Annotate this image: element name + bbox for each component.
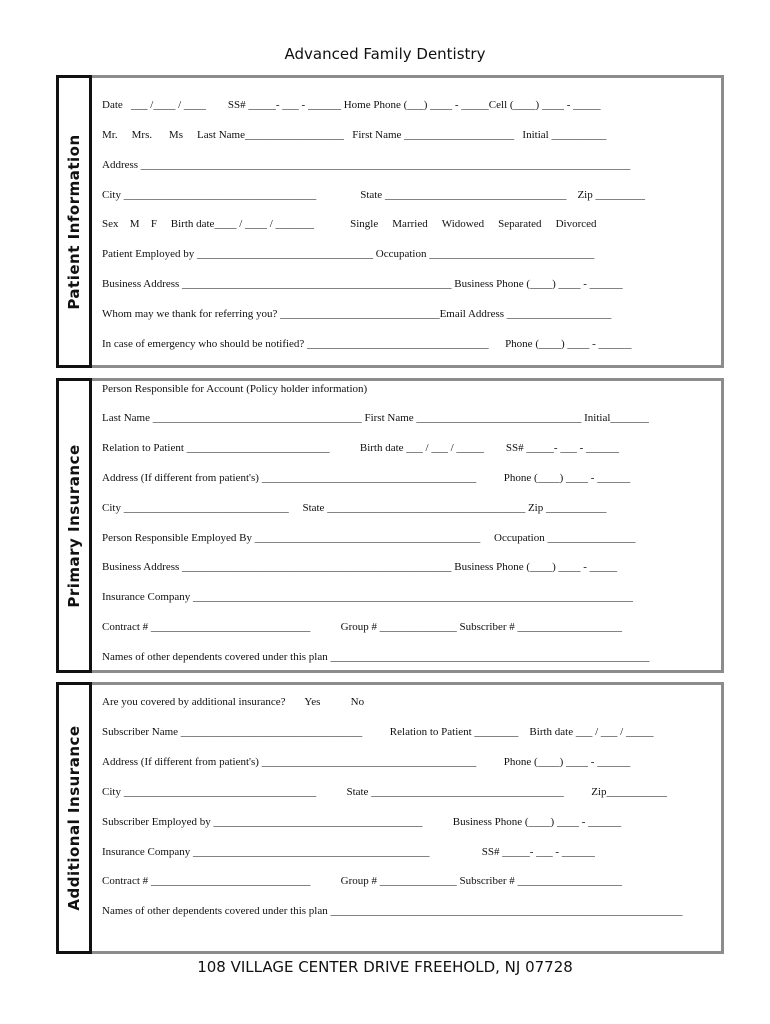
additional-subscriber-line[interactable]: Subscriber Name _________________________________ Relation to Patient ________ Birth date ___ / ___ / _____ <box>102 726 654 738</box>
patient-name-line[interactable]: Mr. Mrs. Ms Last Name__________________ First Name ____________________ Initial __________ <box>102 129 590 141</box>
patient-sex-birth-marital-line[interactable]: Sex M F Birth date____ / ____ / _______ Single Married Widowed Separated Divorced <box>102 218 556 230</box>
primary-employer-line[interactable]: Person Responsible Employed By _________________________________________ Occupation ________________ <box>102 532 636 544</box>
patient-employer-line[interactable]: Patient Employed by ________________________________ Occupation ______________________________ <box>102 248 595 260</box>
patient-address-line[interactable]: Address _________________________________________________________________________________________ <box>102 159 631 171</box>
primary-name-line[interactable]: Last Name ______________________________________ First Name ______________________________ Initial_______ <box>102 412 649 424</box>
additional-covered-line[interactable]: Are you covered by additional insurance? Yes No <box>102 696 365 708</box>
section-tab <box>56 682 92 954</box>
patient-city-state-zip-line[interactable]: City ___________________________________ State _________________________________ Zip _________ <box>102 189 645 201</box>
section-label: Additional Insurance <box>65 725 83 911</box>
additional-dependents-line[interactable]: Names of other dependents covered under this plan ________________________________________________________________ <box>102 905 683 917</box>
form-title: Advanced Family Dentistry <box>284 45 486 63</box>
additional-employer-line[interactable]: Subscriber Employed by ______________________________________ Business Phone (____) ____ - ______ <box>102 816 622 828</box>
section-label: Patient Information <box>65 133 83 310</box>
primary-business-line[interactable]: Business Address _________________________________________________ Business Phone (____) ____ - _____ <box>102 561 618 573</box>
primary-insurance-company-line[interactable]: Insurance Company ________________________________________________________________________________ <box>102 591 634 603</box>
primary-address-line[interactable]: Address (If different from patient's) _______________________________________ Phone (____) ____ - ______ <box>102 472 631 484</box>
patient-referral-email-line[interactable]: Whom may we thank for referring you? _____________________________Email Address ___________________ <box>102 308 612 320</box>
section-tab <box>56 75 92 368</box>
primary-heading-line: Person Responsible for Account (Policy holder information) <box>102 383 368 395</box>
patient-emergency-line[interactable]: In case of emergency who should be notified? _________________________________ Phone (____) ____ - ______ <box>102 338 632 350</box>
additional-insurance-company-line[interactable]: Insurance Company ___________________________________________ SS# _____- ___ - ______ <box>102 846 595 858</box>
additional-address-line[interactable]: Address (If different from patient's) _______________________________________ Phone (____) ____ - ______ <box>102 756 631 768</box>
primary-dependents-line[interactable]: Names of other dependents covered under this plan __________________________________________________________ <box>102 651 650 663</box>
primary-contract-line[interactable]: Contract # _____________________________ Group # ______________ Subscriber # ___________________ <box>102 621 623 633</box>
additional-city-line[interactable]: City ___________________________________ State ___________________________________ Zip___________ <box>102 786 667 798</box>
primary-relation-line[interactable]: Relation to Patient __________________________ Birth date ___ / ___ / _____ SS# _____- ___ - ______ <box>102 442 619 454</box>
section-label: Primary Insurance <box>65 443 83 608</box>
patient-business-line[interactable]: Business Address _________________________________________________ Business Phone (____) ____ - ______ <box>102 278 623 290</box>
patient-date-ss-phone-line[interactable]: Date ___ /____ / ____ SS# _____- ___ - ______ Home Phone (___) ____ - _____Cell (____) ____ - _____ <box>102 99 601 111</box>
practice-address: 108 VILLAGE CENTER DRIVE FREEHOLD, NJ 07728 <box>197 958 573 976</box>
primary-city-line[interactable]: City ______________________________ State ____________________________________ Zip ___________ <box>102 502 607 514</box>
section-tab <box>56 378 92 673</box>
additional-contract-line[interactable]: Contract # _____________________________ Group # ______________ Subscriber # ___________________ <box>102 875 623 887</box>
